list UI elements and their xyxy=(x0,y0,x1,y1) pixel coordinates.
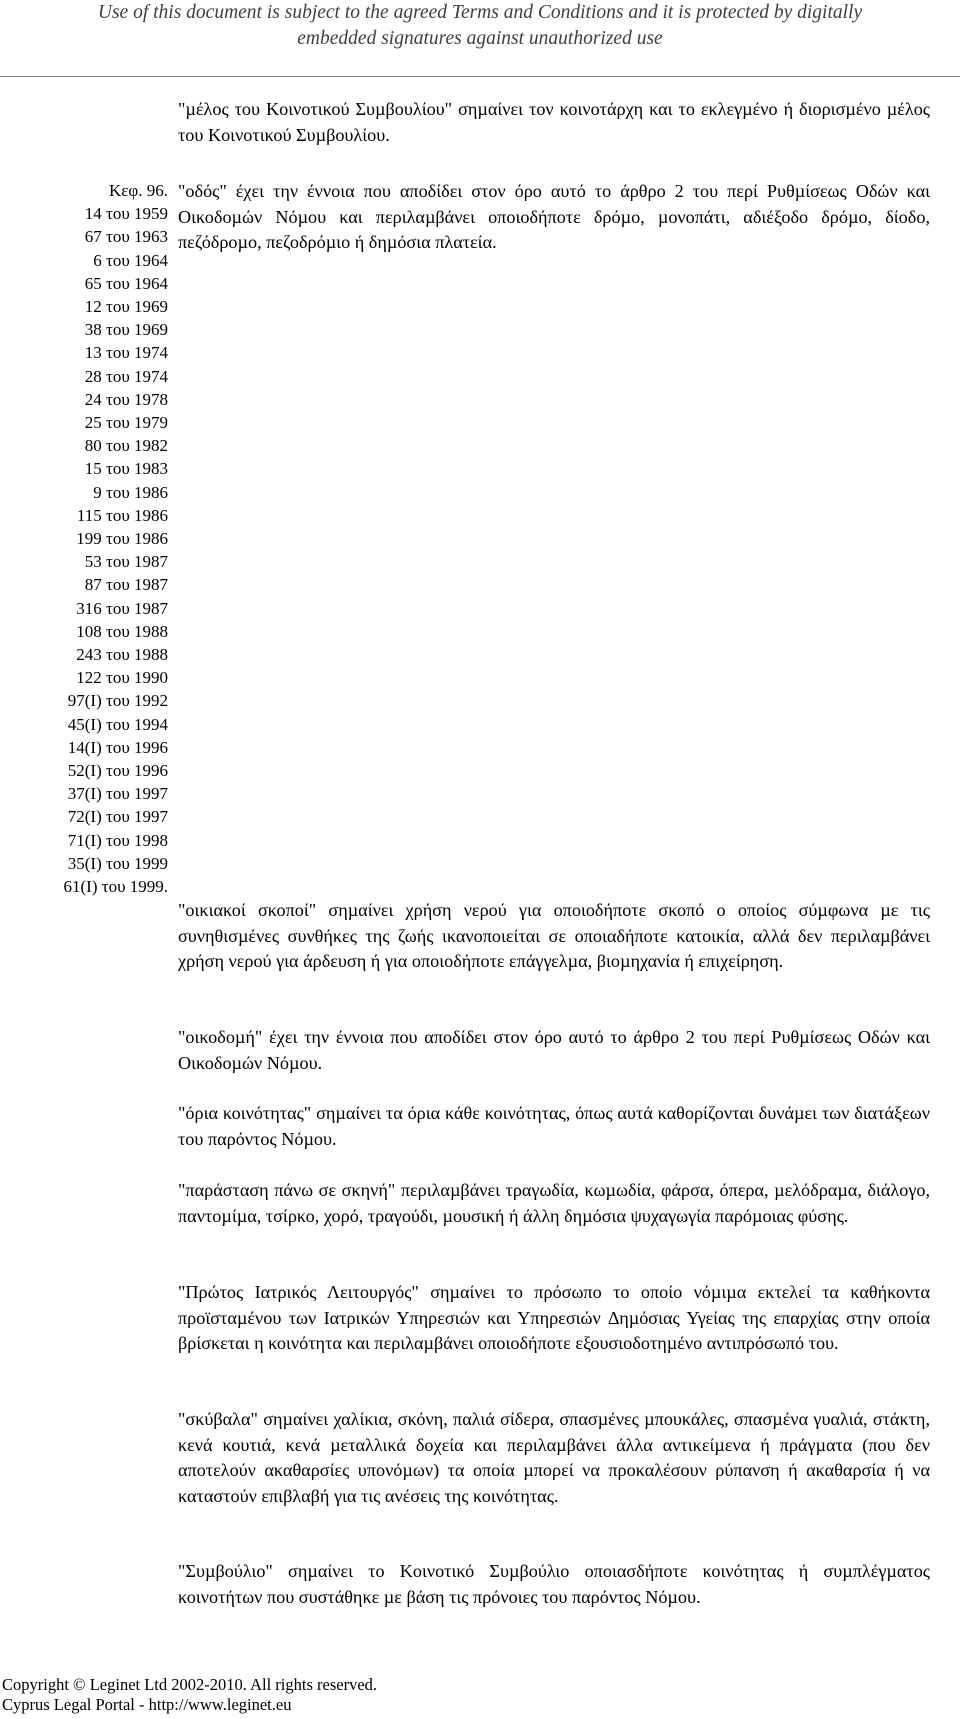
definition-paragraph: "Πρώτος Ιατρικός Λειτουργός" σηµαίνει το πρόσωπο το οποίο νόµιµα εκτελεί τα καθήκοντα προϊσταµένου των Ιατρικών Υπηρεσιών και Υπηρεσιών ∆ηµόσιας Υγείας της επαρχίας στην οποία βρίσκεται η κοινότητα και περιλαµβάνει οποιοδήποτε εξουσιοδοτηµένο αντιπρόσωπό του. xyxy=(178,1282,930,1354)
margin-note: 13 του 1974 xyxy=(84,343,168,363)
definition-paragraph: "παράσταση πάνω σε σκηνή" περιλαµβάνει τραγωδία, κωµωδία, φάρσα, όπερα, µελόδραµα, διάλογο, παντοµίµα, τσίρκο, χορό, τραγούδι, µουσική ή άλλη δηµόσια ψυχαγωγία παρόµοιας φύσης. xyxy=(178,1180,930,1226)
margin-note: 6 του 1964 xyxy=(93,250,168,270)
definition-chief-medical-officer xyxy=(178,1280,930,1357)
margin-note: 9 του 1986 xyxy=(93,482,168,502)
margin-notes xyxy=(30,179,168,898)
margin-note: 52(Ι) του 1996 xyxy=(67,761,168,781)
definition-community-limits xyxy=(178,1101,930,1152)
copyright-notice: Copyright © Leginet Ltd 2002-2010. All rights reserved. xyxy=(2,1675,378,1694)
definition-paragraph: "οικοδοµή" έχει την έννοια που αποδίδει στον όρο αυτό το άρθρο 2 του περί Ρυθµίσεως Οδών και Οικοδοµών Νόµου. xyxy=(178,1027,930,1073)
definition-paragraph: "Συµβούλιο" σηµαίνει το Κοινοτικό Συµβούλιο οποιασδήποτε κοινότητας ή συµπλέγµατος κοινοτήτων που συστάθηκε µε βάση τις πρόνοιες του παρόντος Νόµου. xyxy=(178,1561,930,1607)
margin-note: 12 του 1969 xyxy=(84,297,168,317)
margin-note: 53 του 1987 xyxy=(84,552,168,572)
margin-note: 24 του 1978 xyxy=(84,389,168,409)
portal-link-text: Cyprus Legal Portal - http://www.leginet.eu xyxy=(2,1695,292,1714)
margin-note: 15 του 1983 xyxy=(84,459,168,479)
margin-note: 316 του 1987 xyxy=(76,598,168,618)
definition-building xyxy=(178,1025,930,1076)
definition-domestic-purposes xyxy=(178,898,930,975)
definition-paragraph: "µέλος του Κοινοτικού Συµβουλίου" σηµαίνει τον κοινοτάρχη και το εκλεγµένο ή διορισµένο µέλος του Κοινοτικού Συµβουλίου. xyxy=(178,99,930,145)
terms-notice-line-2: embedded signatures against unauthorized use xyxy=(297,28,663,49)
page-footer xyxy=(0,1675,960,1719)
margin-note: 61(Ι) του 1999. xyxy=(63,877,168,897)
margin-note: 243 του 1988 xyxy=(76,645,168,665)
margin-note: 38 του 1969 xyxy=(84,320,168,340)
margin-note: 28 του 1974 xyxy=(84,366,168,386)
margin-note: 14 του 1959 xyxy=(84,204,168,224)
margin-note: 67 του 1963 xyxy=(84,227,168,247)
margin-note: 199 του 1986 xyxy=(76,529,168,549)
page-header xyxy=(0,0,960,77)
definition-paragraph: "σκύβαλα" σηµαίνει χαλίκια, σκόνη, παλιά σίδερα, σπασµένες µπουκάλες, σπασµένα γυαλιά, στάκτη, κενά κουτιά, κενά µεταλλικά δοχεία και περιλαµβάνει άλλα αντικείµενα ή πράγµατα (που δεν αποτελούν ακαθαρσίες υπονόµων) τα οποία µπορεί να προκαλέσουν ρύπανση ή ακαθαρσία ή να καταστούν επιβλαβή για τις ανέσεις της κοινότητας. xyxy=(178,1409,930,1506)
definition-council xyxy=(178,1559,930,1610)
definition-paragraph: "οδός" έχει την έννοια που αποδίδει στον όρο αυτό το άρθρο 2 του περί Ρυθµίσεως Οδών και Οικοδοµών Νόµου και περιλαµβάνει οποιοδήποτε δρόµο, µονοπάτι, αδιέξοδο δρόµο, δίοδο, πεζόδροµο, πεζοδρόµιο ή δηµόσια πλατεία. xyxy=(178,181,930,253)
margin-note: 108 του 1988 xyxy=(76,621,168,641)
definition-paragraph: "όρια κοινότητας" σηµαίνει τα όρια κάθε κοινότητας, όπως αυτά καθορίζονται δυνάµει των διατάξεων του παρόντος Νόµου. xyxy=(178,1103,930,1149)
margin-note: 25 του 1979 xyxy=(84,413,168,433)
margin-note: 71(Ι) του 1998 xyxy=(67,830,168,850)
definition-street xyxy=(178,179,930,256)
margin-note: 35(Ι) του 1999 xyxy=(67,853,168,873)
margin-note: 37(Ι) του 1997 xyxy=(67,784,168,804)
margin-note: 122 του 1990 xyxy=(76,668,168,688)
margin-note: 87 του 1987 xyxy=(84,575,168,595)
definition-paragraph: "οικιακοί σκοποί" σηµαίνει χρήση νερού για οποιοδήποτε σκοπό ο οποίος σύµφωνα µε τις συνηθισµένες συνθήκες της ζωής ικανοποιείται σε οποιαδήποτε κατοικία, αλλά δεν περιλαµβάνει χρήση νερού για άρδευση ή για οποιοδήποτε επάγγελµα, βιοµηχανία ή επιχείρηση. xyxy=(178,900,930,972)
definition-member-of-council xyxy=(178,97,930,148)
margin-note: 14(Ι) του 1996 xyxy=(67,737,168,757)
margin-note: 45(Ι) του 1994 xyxy=(67,714,168,734)
definition-stage-performance xyxy=(178,1178,930,1229)
margin-note: 115 του 1986 xyxy=(76,505,168,525)
margin-note: 80 του 1982 xyxy=(84,436,168,456)
terms-notice-line-1: Use of this document is subject to the agreed Terms and Conditions and it is protected by digitally xyxy=(97,2,863,23)
margin-note: Κεφ. 96. xyxy=(109,181,168,200)
definition-rubbish xyxy=(178,1407,930,1509)
margin-note: 97(Ι) του 1992 xyxy=(67,691,168,711)
margin-note: 72(Ι) του 1997 xyxy=(67,807,168,827)
margin-note: 65 του 1964 xyxy=(84,273,168,293)
